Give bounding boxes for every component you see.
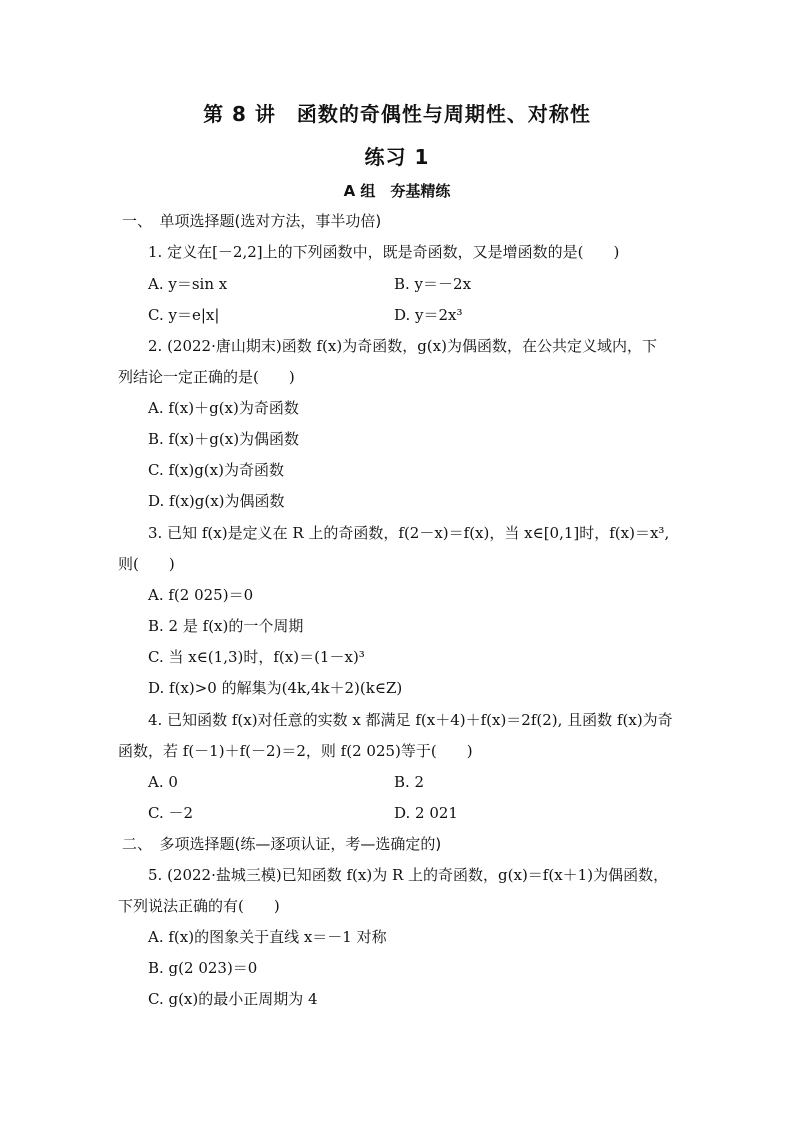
q1-option-d: D. y＝2x³ [394,306,463,324]
q2-stem-line1: 2. (2022·唐山期末)函数 f(x)为奇函数，g(x)为偶函数，在公共定义域内，下 [148,337,657,355]
q5-stem-line1: 5. (2022·盐城三模)已知函数 f(x)为 R 上的奇函数，g(x)＝f(x＋1)为偶函数， [148,866,669,884]
q3-option-a: A. f(2 025)＝0 [148,586,254,604]
q2-option-b: B. f(x)＋g(x)为偶函数 [148,430,300,448]
q2-option-a: A. f(x)＋g(x)为奇函数 [148,399,299,417]
q3-stem-line1: 3. 已知 f(x)是定义在 R 上的奇函数，f(2－x)＝f(x)，当 x∈[0,1]时，f(x)＝x³, [148,524,670,542]
exercise-subtitle: 练习 1 [364,145,430,169]
lecture-title: 第 8 讲 函数的奇偶性与周期性、对称性 [203,102,591,126]
q4-option-b: B. 2 [394,773,425,791]
q3-stem-line2: 则( ) [118,555,175,573]
section-heading-single-choice: 一、 单项选择题(选对方法，事半功倍) [122,212,382,230]
q4-stem-line2: 函数，若 f(－1)＋f(－2)＝2，则 f(2 025)等于( ) [118,742,473,760]
q1-option-a: A. y＝sin x [148,275,228,293]
q1-option-c: C. y＝e|x| [148,306,220,324]
q3-option-b: B. 2 是 f(x)的一个周期 [148,617,304,635]
q5-stem-line2: 下列说法正确的有( ) [118,897,280,915]
group-heading: A 组 夯基精练 [343,182,451,200]
q5-option-b: B. g(2 023)＝0 [148,959,258,977]
q4-stem-line1: 4. 已知函数 f(x)对任意的实数 x 都满足 f(x＋4)＋f(x)＝2f(2), 且函数 f(x)为奇 [148,711,673,729]
q5-option-c: C. g(x)的最小正周期为 4 [148,990,318,1008]
q4-option-d: D. 2 021 [394,804,458,822]
q3-option-c: C. 当 x∈(1,3)时，f(x)＝(1－x)³ [148,648,365,666]
section-heading-multiple-choice: 二、 多项选择题(练—逐项认证，考—选确定的) [122,835,442,853]
q1-stem: 1. 定义在[－2,2]上的下列函数中，既是奇函数，又是增函数的是( ) [148,243,620,261]
q2-option-d: D. f(x)g(x)为偶函数 [148,492,285,510]
q4-option-a: A. 0 [148,773,178,791]
q2-option-c: C. f(x)g(x)为奇函数 [148,461,284,479]
q1-option-b: B. y＝－2x [394,275,472,293]
q2-stem-line2: 列结论一定正确的是( ) [118,368,295,386]
q3-option-d: D. f(x)>0 的解集为(4k,4k＋2)(k∈Z) [148,679,403,697]
q5-option-a: A. f(x)的图象关于直线 x＝－1 对称 [148,928,387,946]
q4-option-c: C. －2 [148,804,194,822]
